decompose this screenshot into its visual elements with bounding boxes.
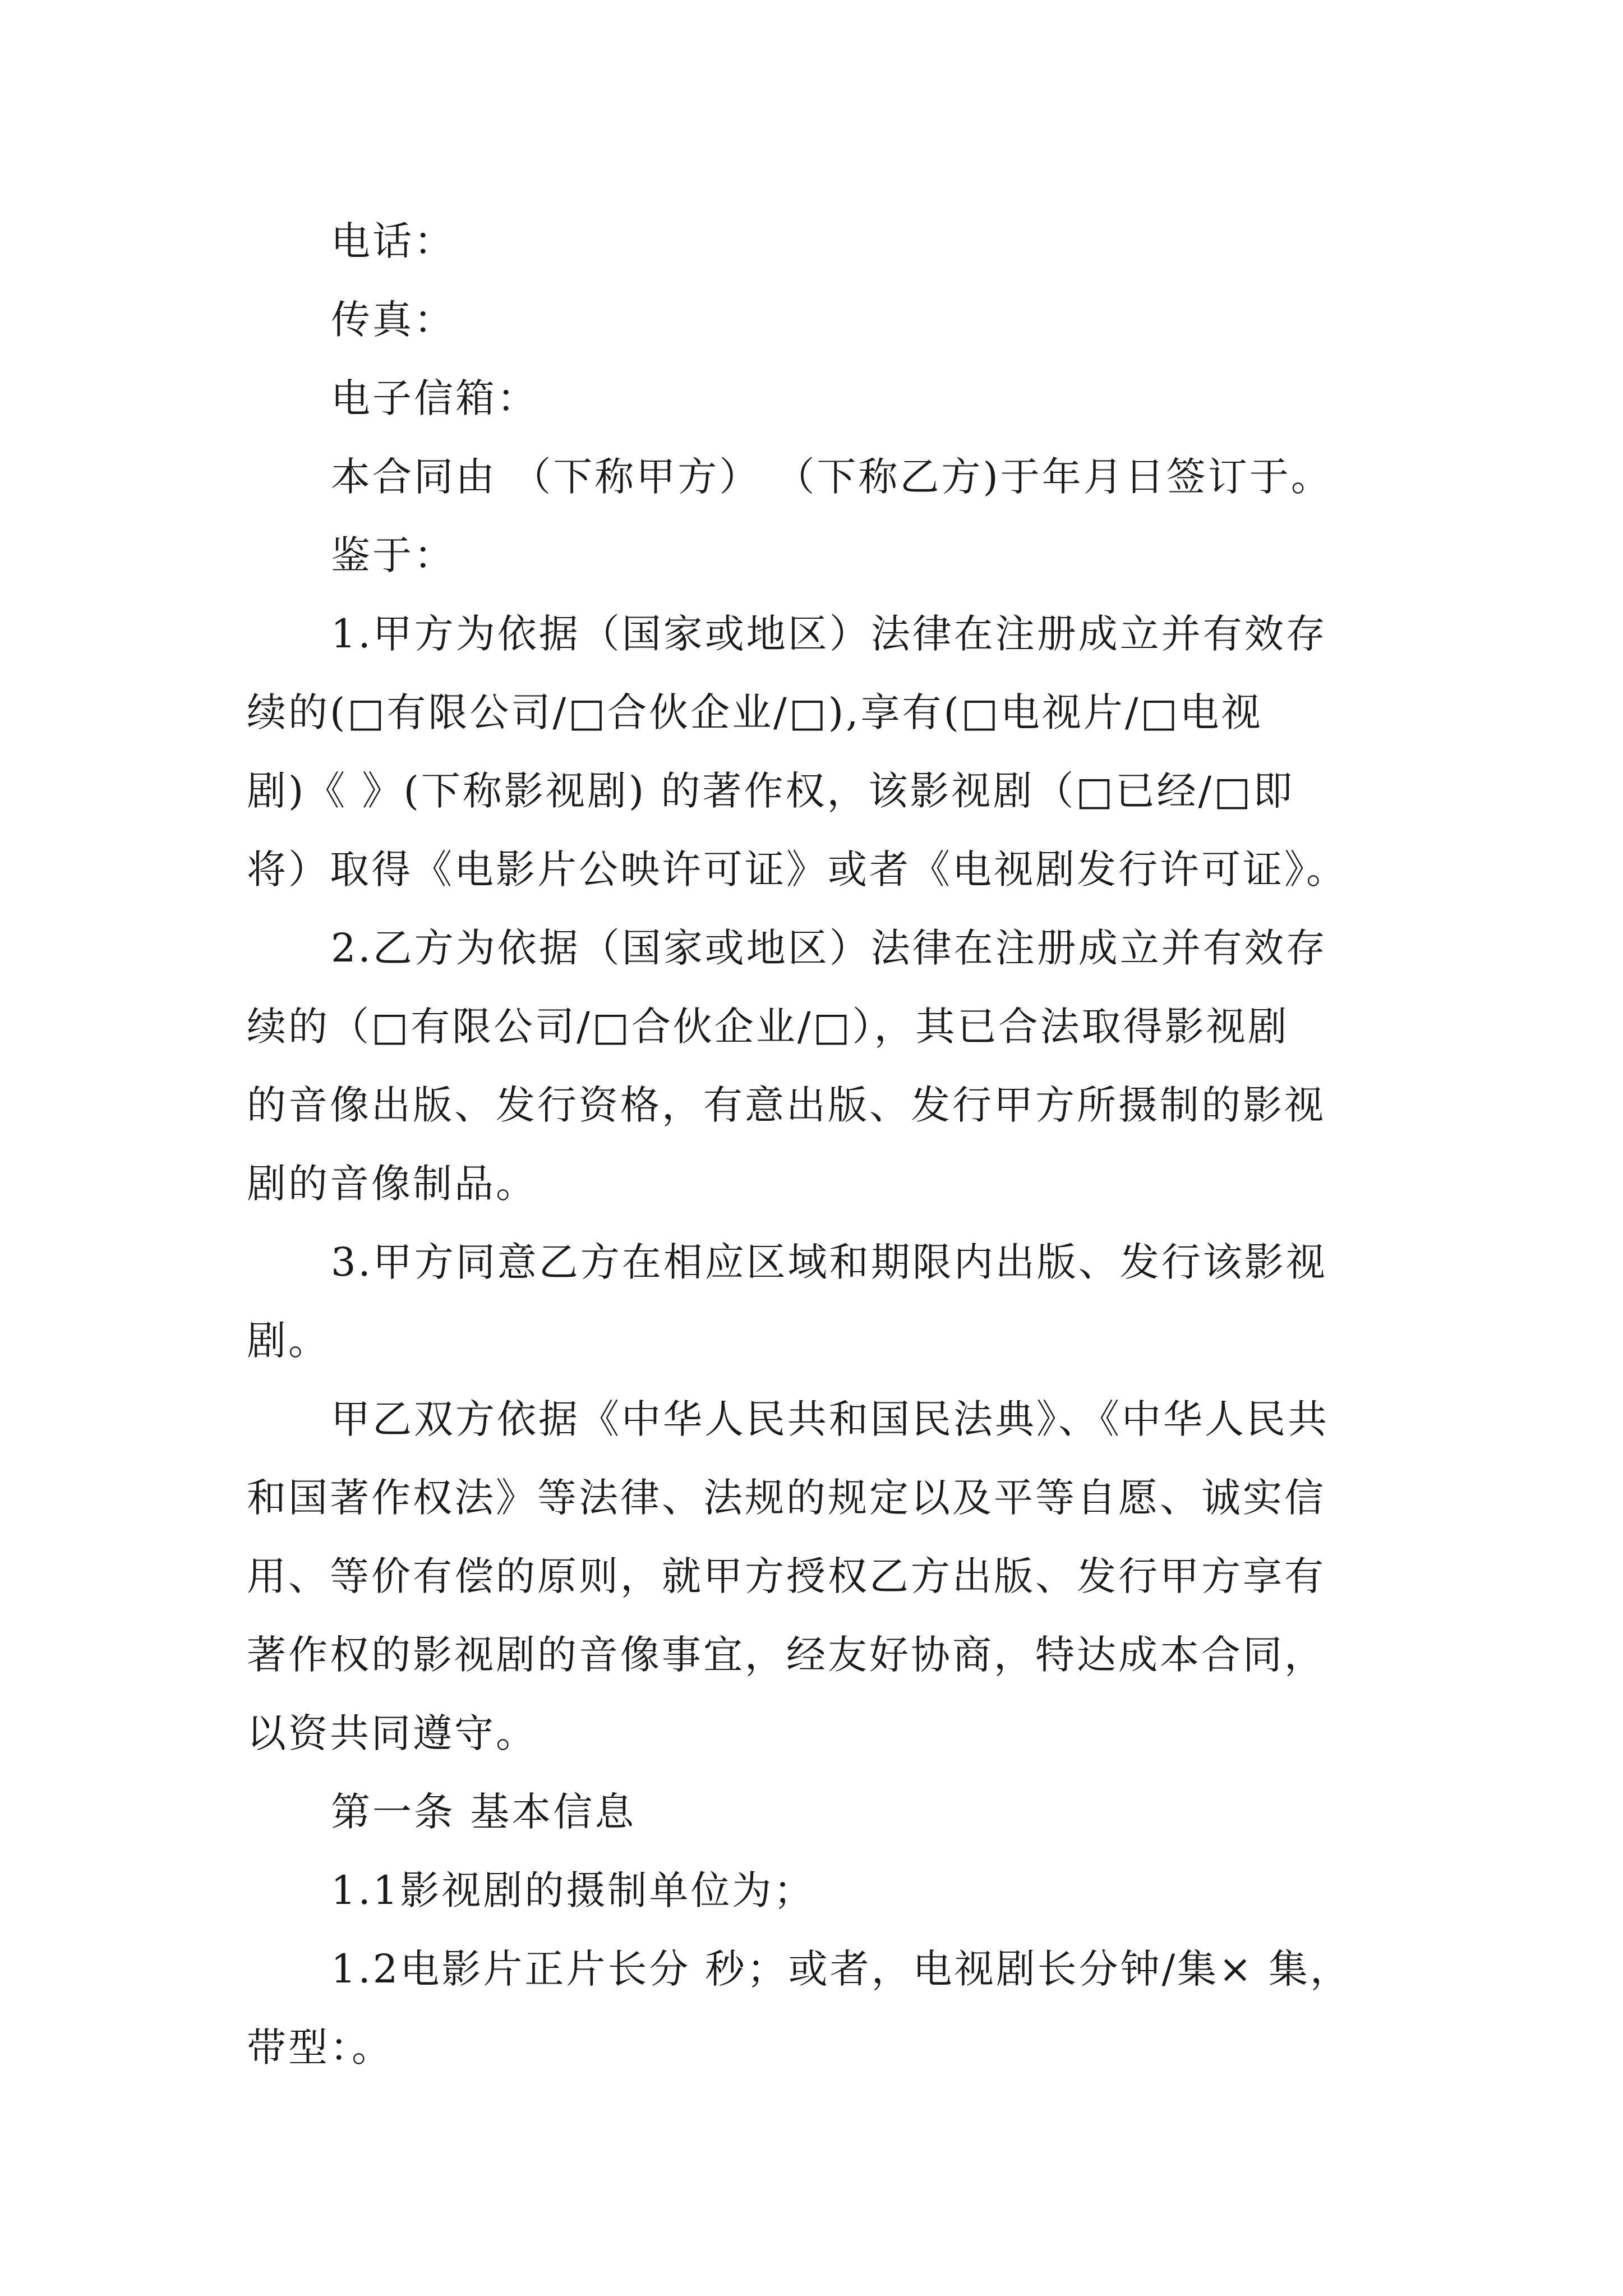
recital-1-line-3: 剧)《 》(下称影视剧) 的著作权，该影视剧（□已经/□即 [247, 768, 1295, 814]
agreement-paragraph-line-1: 甲乙双方依据《中华人民共和国民法典》、《中华人民共 [331, 1396, 1329, 1442]
recital-3-line-2: 剧。 [247, 1318, 330, 1364]
email-label: 电子信箱： [331, 375, 538, 421]
clause-1-1: 1.1影视剧的摄制单位为； [331, 1867, 815, 1913]
agreement-paragraph-line-5: 以资共同遵守。 [247, 1710, 537, 1756]
whereas-heading: 鉴于： [331, 532, 455, 578]
agreement-paragraph-line-2: 和国著作权法》等法律、法规的规定以及平等自愿、诚实信 [247, 1475, 1326, 1521]
agreement-paragraph-line-3: 用、等价有偿的原则，就甲方授权乙方出版、发行甲方享有 [247, 1553, 1326, 1599]
article-1-heading: 第一条 基本信息 [331, 1789, 637, 1835]
recital-2-line-3: 的音像出版、发行资格，有意出版、发行甲方所摄制的影视 [247, 1082, 1326, 1128]
contract-intro: 本合同由 （下称甲方） （下称乙方)于年月日签订于。 [331, 454, 1332, 500]
agreement-paragraph-line-4: 著作权的影视剧的音像事宜，经友好协商，特达成本合同， [247, 1632, 1326, 1678]
recital-2-line-4: 剧的音像制品。 [247, 1161, 537, 1207]
clause-1-2-line-2: 带型：。 [247, 2024, 393, 2070]
recital-2-line-2: 续的（□有限公司/□合伙企业/□），其已合法取得影视剧 [247, 1004, 1289, 1050]
recital-1-line-2: 续的(□有限公司/□合伙企业/□),享有(□电视片/□电视 [247, 689, 1263, 735]
recital-3-line-1: 3.甲方同意乙方在相应区域和期限内出版、发行该影视 [331, 1239, 1327, 1285]
fax-label: 传真： [331, 297, 455, 343]
document-page [247, 202, 1385, 2087]
phone-label: 电话： [331, 218, 455, 264]
clause-1-2-line-1: 1.2电影片正片长分 秒；或者，电视剧长分钟/集× 集， [331, 1946, 1352, 1992]
recital-2-line-1: 2.乙方为依据（国家或地区）法律在注册成立并有效存 [331, 925, 1327, 971]
recital-1-line-1: 1.甲方为依据（国家或地区）法律在注册成立并有效存 [331, 611, 1327, 657]
recital-1-line-4: 将）取得《电影片公映许可证》或者《电视剧发行许可证》。 [247, 846, 1348, 892]
